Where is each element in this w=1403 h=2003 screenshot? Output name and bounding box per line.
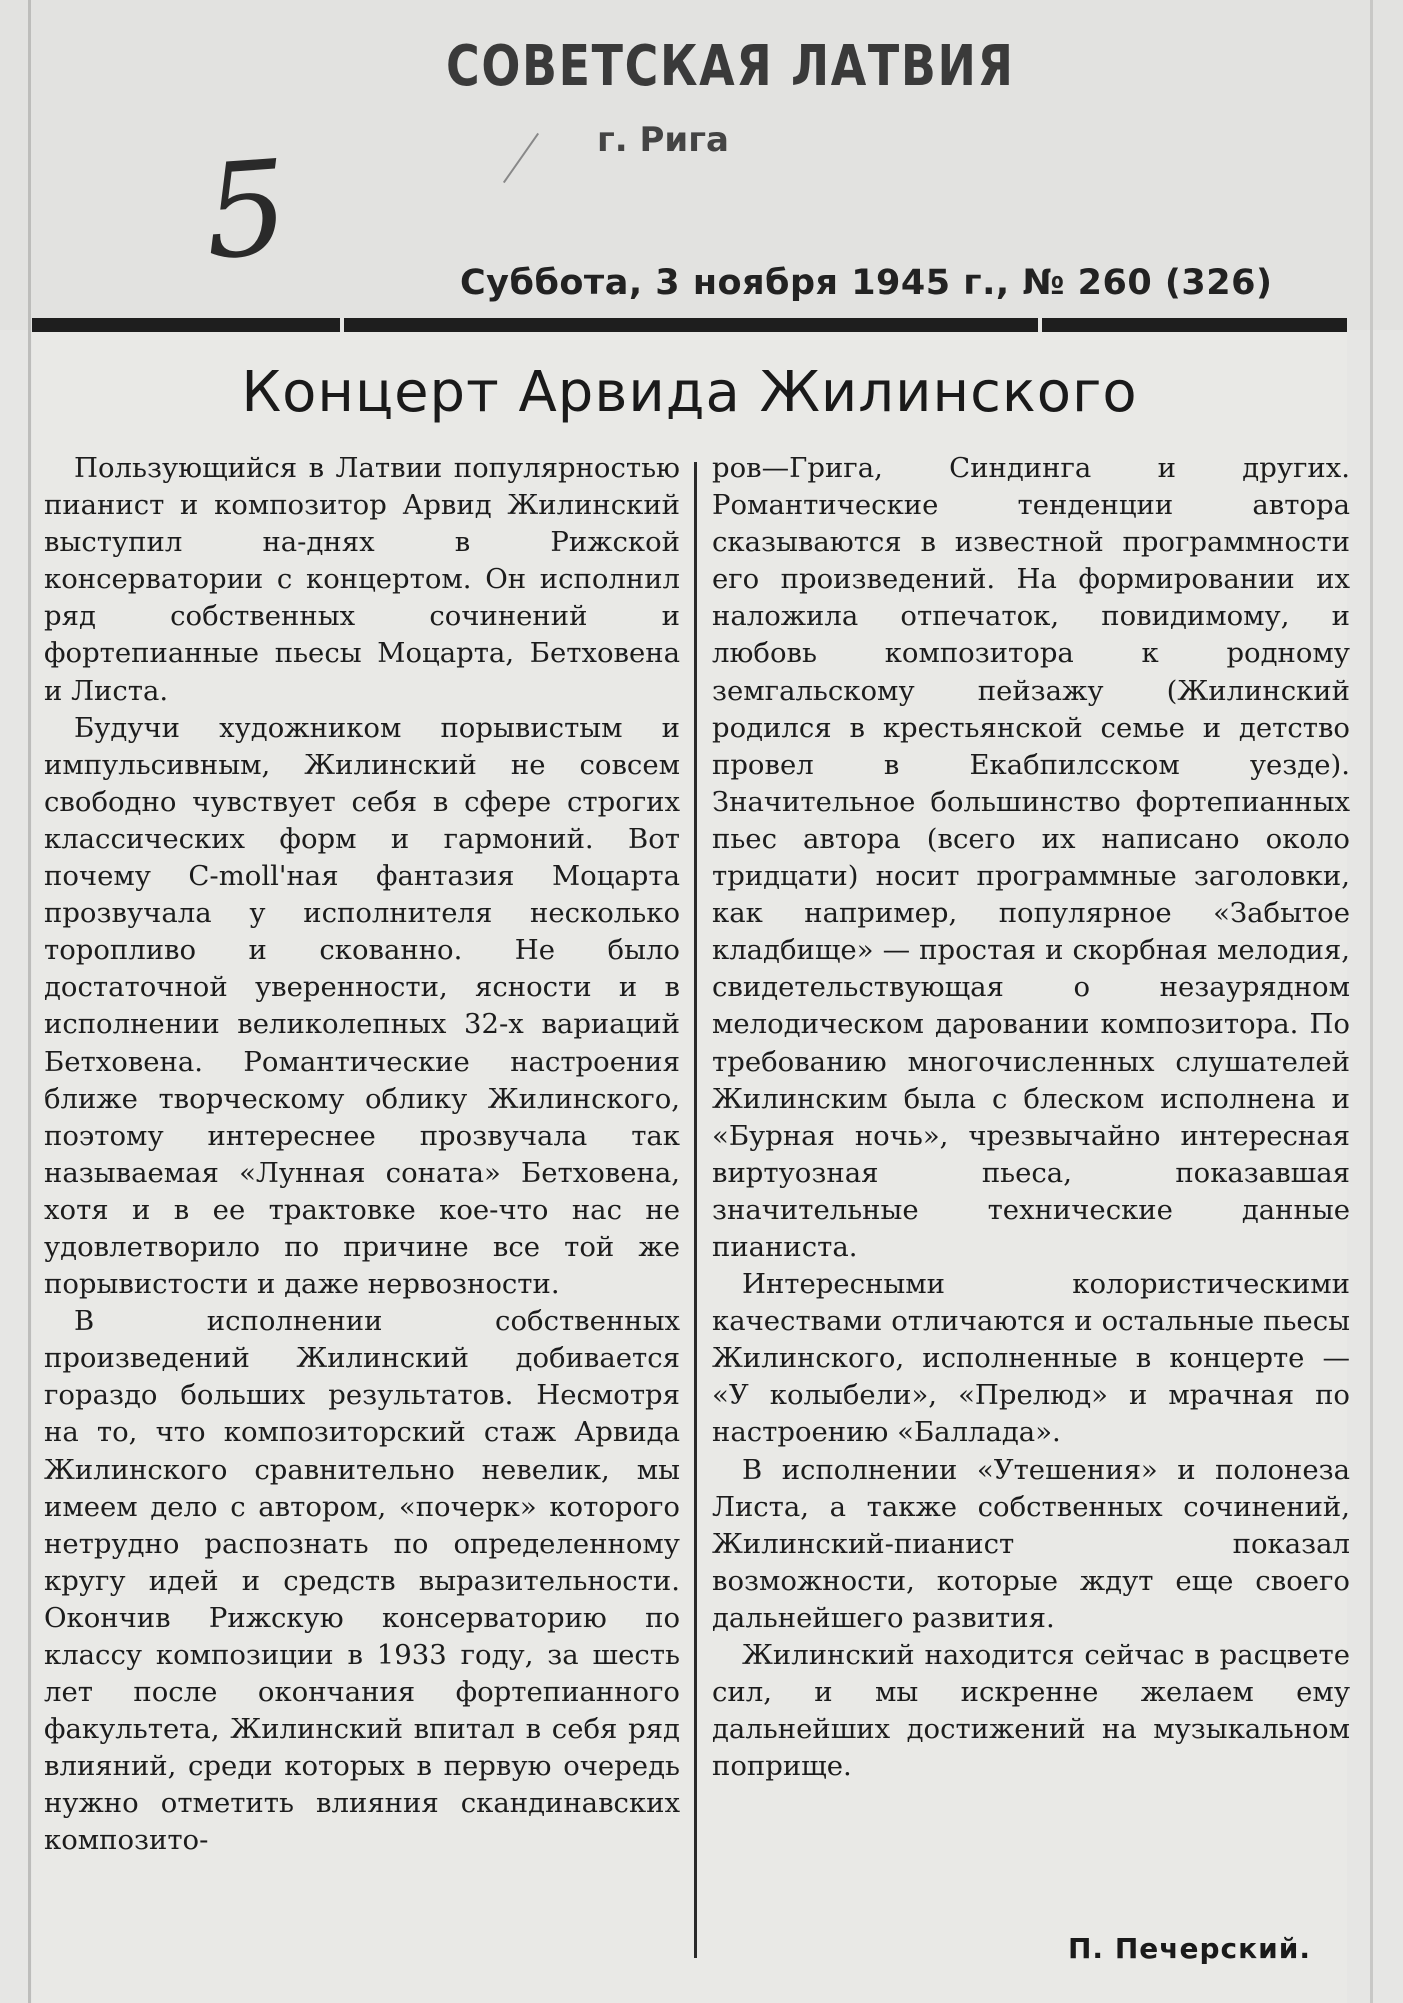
article-paragraph: В исполнении собственных произведений Жилинский добивается гораздо больших результатов. Несмотря на то, что композиторский стаж Арвида Жилинского сравнительно невелик, мы имеем дело с автором, «почерк» которого нетрудно распознать по определенному кругу идей и средств выразительности. Окончив Рижскую консерваторию по классу композиции в 1933 году, за шесть лет после окончания фортепианного факультета, Жилинский впитал в себя ряд влияний, среди которых в первую очередь нужно отметить влияния скандинавских композито-	[44, 1305, 680, 1857]
issue-date-line: Суббота, 3 ноября 1945 г., № 260 (326)	[460, 263, 1273, 303]
article-paragraph: Жилинский находится сейчас в расцвете сил, и мы искренне желаем ему дальнейших достижений на музыкальном поприще.	[712, 1639, 1350, 1783]
article-left-column	[44, 450, 680, 1860]
header-rule-gap	[1038, 318, 1042, 332]
article-paragraph: Пользующийся в Латвии популярностью пианист и композитор Арвид Жилинский выступил на-днях в Рижской консерватории с концертом. Он исполнил ряд собственных сочинений и фортепианные пьесы Моцарта, Бетховена и Листа.	[44, 452, 680, 707]
clipping-right-edge	[1370, 0, 1373, 2003]
article-paragraph: Интересными колористическими качествами отличаются и остальные пьесы Жилинского, исполненные в концерте — «У колыбели», «Прелюд» и мрачная по настроению «Баллада».	[712, 1268, 1350, 1449]
newspaper-stamp: СОВЕТСКАЯ ЛАТВИЯ	[446, 34, 1015, 99]
article-paragraph: ров—Грига, Синдинга и других. Романтические тенденции автора сказываются в известной программности его произведений. На формировании их наложила отпечаток, повидимому, и любовь композитора к родному земгальскому пейзажу (Жилинский родился в крестьянской семье и детство провел в Екабпилсском уезде). Значительное большинство фортепианных пьес автора (всего их написано около тридцати) носит программные заголовки, как например, популярное «Забытое кладбище» — простая и скорбная мелодия, свидетельствующая о незаурядном мелодическом даровании композитора. По требованию многочисленных слушателей Жилинским была с блеском исполнена и «Бурная ночь», чрезвычайно интересная виртуозная пьеса, показавшая значительные технические данные пианиста.	[712, 452, 1350, 1263]
handwritten-number: 5	[199, 131, 293, 289]
newspaper-city: г. Рига	[597, 120, 729, 160]
author-signature: П. Печерский.	[1068, 1932, 1311, 1965]
column-divider	[694, 462, 697, 1958]
clipping-left-edge	[28, 0, 31, 2003]
article-paragraph: В исполнении «Утешения» и полонеза Листа, а также собственных сочинений, Жилинский-пианист показал возможности, которые ждут еще своего дальнейшего развития.	[712, 1453, 1350, 1634]
header-rule	[32, 318, 1347, 332]
header-rule-gap	[340, 318, 344, 332]
article-paragraph: Будучи художником порывистым и импульсивным, Жилинский не совсем свободно чувствует себя в сфере строгих классических форм и гармоний. Вот почему С-moll'ная фантазия Моцарта прозвучала у исполнителя несколько торопливо и скованно. Не было достаточной уверенности, ясности и в исполнении великолепных 32-х вариаций Бетховена. Романтические настроения ближе творческому облику Жилинского, поэтому интереснее прозвучала так называемая «Лунная соната» Бетховена, хотя и в ее трактовке кое-что нас не удовлетворило по причине все той же порывистости и даже нервозности.	[44, 711, 680, 1301]
article-right-column	[712, 450, 1350, 1785]
article-headline: Концерт Арвида Жилинского	[241, 360, 1138, 425]
